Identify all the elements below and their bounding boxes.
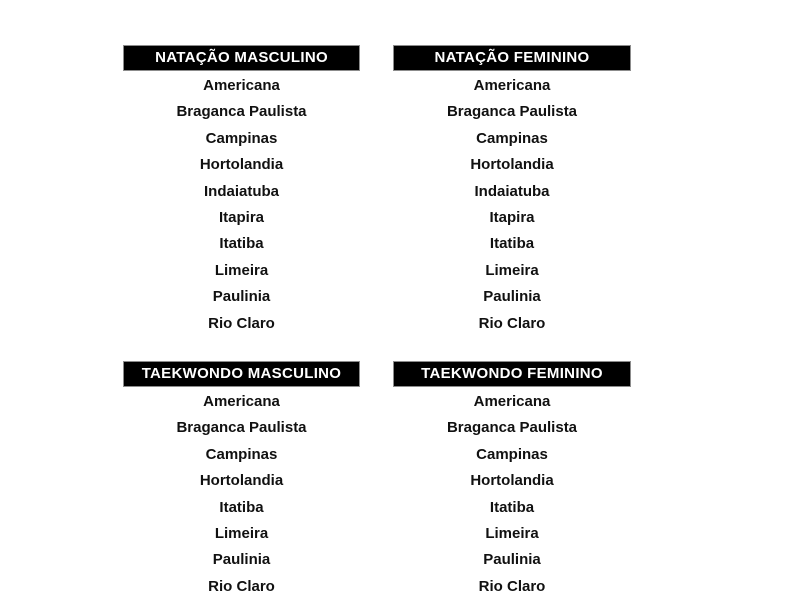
list-item-city: Indaiatuba — [203, 182, 279, 200]
list-item-city: Paulinia — [212, 288, 271, 306]
list-item-city: Indaiatuba — [474, 182, 550, 200]
city-list-natacao-masculino — [123, 73, 360, 337]
list-item-city: Rio Claro — [208, 314, 275, 332]
list-item-city: Itapira — [218, 208, 264, 226]
list-item-city: Campinas — [476, 129, 548, 147]
list-item-city: Limeira — [214, 261, 269, 279]
list-item-city: Braganca Paulista — [446, 103, 578, 121]
list-item-city: Paulinia — [483, 551, 541, 569]
list-item-city: Braganca Paulista — [176, 103, 307, 121]
list-item-city: Americana — [203, 77, 280, 94]
list-item-city: Paulinia — [483, 288, 541, 306]
list-item-city: Rio Claro — [478, 314, 546, 332]
list-item-city: Hortolandia — [199, 472, 284, 490]
list-item-city: Campinas — [205, 445, 278, 463]
list-item-city: Limeira — [485, 261, 539, 279]
city-list-natacao-feminino — [393, 73, 631, 337]
list-item-city: Americana — [203, 393, 280, 410]
list-item-city: Itatiba — [489, 235, 535, 253]
list-item-city: Hortolandia — [199, 156, 284, 174]
panel-header-taekwondo-masculino: TAEKWONDO MASCULINO — [123, 361, 360, 387]
list-item-city: Itatiba — [219, 498, 264, 516]
list-item-city: Itatiba — [489, 498, 535, 516]
list-item-city: Itatiba — [219, 235, 264, 253]
list-item-city: Paulinia — [212, 551, 271, 569]
panel-natacao-feminino — [393, 45, 631, 337]
city-list-taekwondo-feminino — [393, 389, 631, 600]
panel-header-taekwondo-feminino: TAEKWONDO FEMININO — [393, 361, 631, 387]
panel-taekwondo-masculino — [123, 361, 360, 600]
list-item-city: Americana — [473, 77, 551, 94]
panel-header-natacao-masculino: NATAÇÃO MASCULINO — [123, 45, 360, 71]
list-item-city: Braganca Paulista — [446, 419, 578, 437]
list-item-city: Braganca Paulista — [176, 419, 307, 437]
panel-header-natacao-feminino: NATAÇÃO FEMININO — [393, 45, 631, 71]
list-item-city: Limeira — [485, 524, 539, 542]
list-item-city: Campinas — [205, 129, 278, 147]
panel-taekwondo-feminino — [393, 361, 631, 600]
panel-natacao-masculino — [123, 45, 360, 337]
list-item-city: Campinas — [476, 445, 548, 463]
list-item-city: Hortolandia — [470, 156, 554, 174]
list-item-city: Americana — [473, 393, 551, 410]
list-item-city: Limeira — [214, 524, 269, 542]
city-list-taekwondo-masculino — [123, 389, 360, 600]
list-item-city: Itapira — [489, 208, 535, 226]
list-item-city: Rio Claro — [208, 577, 275, 595]
list-item-city: Hortolandia — [470, 472, 554, 490]
list-item-city: Rio Claro — [478, 577, 546, 595]
